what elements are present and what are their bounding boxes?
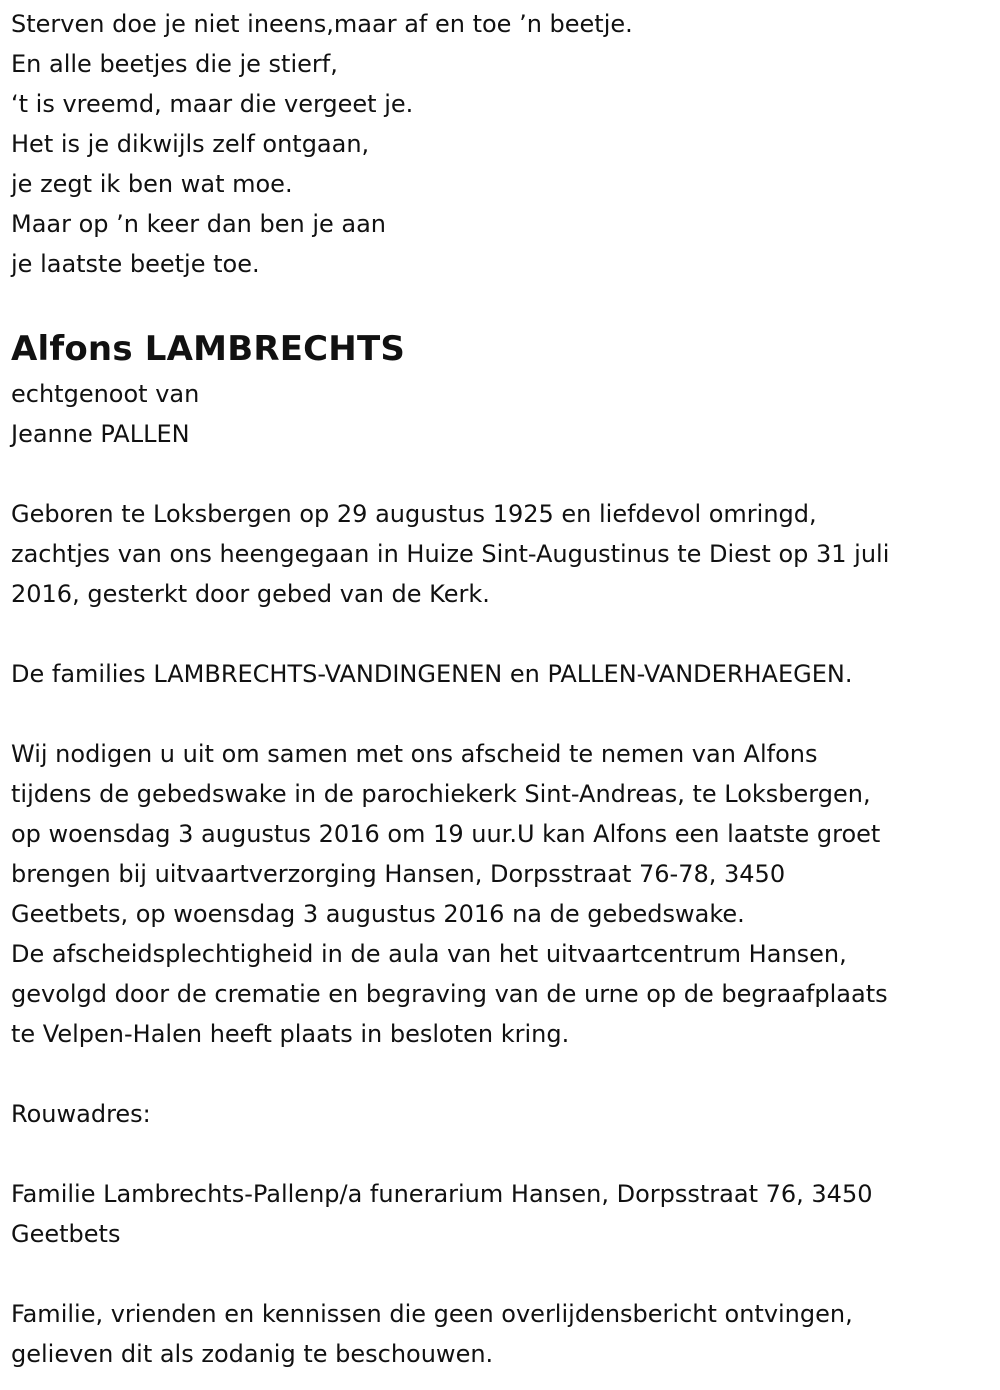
poem-line: je laatste beetje toe. — [11, 250, 260, 278]
paragraph-line: gelieven dit als zodanig te beschouwen. — [11, 1340, 494, 1368]
poem-line: Maar op ’n keer dan ben je aan — [11, 210, 387, 238]
poem-line: En alle beetjes die je stierf, — [11, 50, 338, 78]
paragraph-line: gevolgd door de crematie en begraving van de urne op de begraafplaats — [11, 980, 888, 1008]
paragraph-line: Geetbets, op woensdag 3 augustus 2016 na de gebedswake. — [11, 900, 745, 928]
paragraph-line: Geboren te Loksbergen op 29 augustus 1925 en liefdevol omringd, — [11, 500, 817, 528]
paragraph-line: Familie, vrienden en kennissen die geen overlijdensbericht ontvingen, — [11, 1300, 853, 1328]
paragraph-line: Wij nodigen u uit om samen met ons afscheid te nemen van Alfons — [11, 740, 818, 768]
paragraph-line: 2016, gesterkt door gebed van de Kerk. — [11, 580, 490, 608]
rouwadres-address — [11, 1174, 993, 1254]
paragraph-line: tijdens de gebedswake in de parochiekerk Sint-Andreas, te Loksbergen, — [11, 780, 871, 808]
address-line: Familie Lambrechts-Pallenp/a funerarium Hansen, Dorpsstraat 76, 3450 — [11, 1180, 873, 1208]
invitation-paragraph — [11, 734, 993, 1054]
paragraph-line: te Velpen-Halen heeft plaats in besloten kring. — [11, 1020, 570, 1048]
relation-text: echtgenoot van — [11, 380, 200, 408]
rouwadres-label: Rouwadres: — [11, 1100, 151, 1128]
paragraph-line: De afscheidsplechtigheid in de aula van het uitvaartcentrum Hansen, — [11, 940, 847, 968]
birth-death-paragraph — [11, 494, 993, 614]
deceased-name: Alfons LAMBRECHTS — [11, 329, 406, 369]
spouse-name: Jeanne PALLEN — [11, 420, 190, 448]
closing-paragraph — [11, 1294, 993, 1374]
paragraph-line: brengen bij uitvaartverzorging Hansen, Dorpsstraat 76-78, 3450 — [11, 860, 786, 888]
poem-line: je zegt ik ben wat moe. — [11, 170, 293, 198]
poem-line: Het is je dikwijls zelf ontgaan, — [11, 130, 370, 158]
poem — [11, 4, 993, 284]
families-text: De families LAMBRECHTS-VANDINGENEN en PALLEN-VANDERHAEGEN. — [11, 660, 853, 688]
paragraph-line: op woensdag 3 augustus 2016 om 19 uur.U kan Alfons een laatste groet — [11, 820, 881, 848]
poem-line: ‘t is vreemd, maar die vergeet je. — [11, 90, 414, 118]
address-line: Geetbets — [11, 1220, 121, 1248]
poem-line: Sterven doe je niet ineens,maar af en toe ’n beetje. — [11, 10, 633, 38]
paragraph-line: zachtjes van ons heengegaan in Huize Sint-Augustinus te Diest op 31 juli — [11, 540, 890, 568]
